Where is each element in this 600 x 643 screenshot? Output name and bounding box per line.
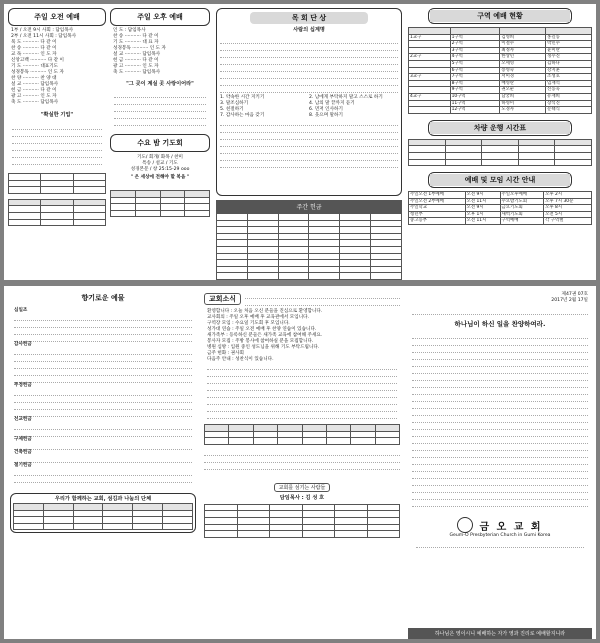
district-column [408,4,592,280]
church-name: 금 오 교 회 [479,521,543,533]
order-line: 찬 송 ··········· 다 같 이 [113,34,159,39]
meeting-table [408,191,592,225]
pastor-article-box [216,8,402,196]
district-table [408,27,592,114]
cover-date: 2017년 2월 17일 [551,298,588,303]
birthday-table [204,424,400,445]
staff-title: 교회를 섬기는 사람들 [274,483,331,492]
table-row: 9구역 권오순 신동욱 [409,87,592,94]
table-row: 8구역 배영란 임재석 [409,80,592,87]
table-row: 청년부 오후 1시 새벽기도회 오전 5시 [409,211,592,218]
offering-table [216,213,402,280]
order-line: 인 도 : 담임목사 [113,28,146,33]
list-item: 병원 심방 : 입원 중인 성도님을 위해 기도 부탁드립니다. [207,345,320,350]
list-item: 7. 감사하는 마음 갖기 [220,113,265,118]
volunteer-bar-text: 우리가 함께하는 교회, 섬김과 나눔의 단체 [54,496,152,502]
wednesday-line: 기도/ 회개/ 화목 / 찬미 [137,155,183,160]
table-row: 중고등부 오전 11시 구역예배 각 구역별 [409,218,592,225]
bulletin-outer-sheet [4,286,596,639]
order-line: 설 교 ··········· 담임목사 [113,52,161,57]
order-line: 교 독 ··········· 인 도 자 [11,52,57,57]
vehicle-title: 차량 운행 시간표 [430,122,570,134]
cover-issue: 제47권 07호 [561,292,588,297]
service-roster-table [8,199,106,226]
news-header [204,292,400,306]
list-item: 봉사자 모집 : 주방 봉사에 참여하실 분을 모집합니다. [207,339,314,344]
pastor-column [216,4,402,280]
bulletin-inner-sheet [4,4,596,280]
wednesday-roster-table [110,190,210,217]
cover-column [408,286,592,639]
sermon-title: "확실한 기업" [40,112,74,118]
order-line: 광 고 ··········· 인 도 자 [113,64,159,69]
volunteer-table [13,503,193,530]
list-item: 8. 웃으며 말하기 [309,113,343,118]
table-row: 4교구 10구역 남궁희 유재희 [409,93,592,100]
list-item: 4. 남의 말 끝까지 듣기 [309,101,355,106]
order-line: 2부 / 오전 11시 사회 : 담임목사 [11,34,77,39]
vehicle-header-box [428,120,572,136]
cover-heading-notes [412,308,588,315]
pastor-name: 담임목사 : 김 성 호 [279,494,325,501]
district-header-box [428,8,572,24]
morning-worship-column [8,4,106,280]
district-title: 구역 예배 현황 [430,10,570,22]
order-line: 축 도 ··········· 담임목사 [11,100,59,105]
table-row: 5구역 오세영 김하나 [409,60,592,67]
order-line: 1부 / 오전 9시 사회 : 담임목사 [11,28,74,33]
pastor-article-title: 목 회 단 상 [250,12,368,24]
wednesday-line: 성경본문 / 창 25:15-29 ooo [130,167,190,172]
order-line: 성경봉독 ··········· 인 도 자 [113,46,166,51]
wednesday-header-box [110,134,210,152]
offering-section-label: 감사헌금 [14,342,32,347]
afternoon-sermon-title: "그 곳이 계실 곳 사랑이어라" [126,81,194,87]
volunteer-box [10,493,196,533]
order-line: 기 도 ··········· 대표기도 [11,64,59,69]
afternoon-worship-title: 주일 오후 예배 [137,13,183,21]
order-line: 축 도 ··········· 담임목사 [113,70,161,75]
list-item: 금주 헌화 : 권사회 [207,351,244,356]
table-row: 3구역 최정자 윤미란 [409,47,592,54]
table-row: 3교구 7구역 서미경 조성호 [409,74,592,81]
offering-section-label: 절기헌금 [14,463,32,468]
pastor-article-body-2 [220,119,398,168]
wednesday-quote: " 은 세상에 전해야 할 복음 " [130,175,190,180]
news-header-notes [245,292,400,306]
list-item: 교사회의 : 주일 오후 예배 후 교육관에서 모입니다. [207,315,309,320]
staff-header [204,474,400,493]
list-item: 새가족부 : 등록하신 분들은 새가족 교육에 참여해 주세요. [207,333,323,338]
table-row: 1교구 1구역 김영희 홍길동 [409,34,592,41]
table-row: 2구역 이철수 박민수 [409,41,592,48]
wednesday-line: 특송 / 설교 / 기도 [142,161,178,166]
list-item: 구역장 모임 : 수요일 기도회 후 모입니다. [207,321,290,326]
pastor-article-body [220,37,398,93]
table-row: 12구역 노경자 문태식 [409,107,592,114]
list-item: 6. 먼저 인사하기 [309,107,343,112]
cover-footer: 하나님은 영이시니 예배하는 자가 영과 진리로 예배할지니라 [408,628,592,639]
staff-table [204,504,400,538]
morning-worship-order [8,26,106,108]
list-item: 환영합니다 : 오늘 처음 오신 분들을 진심으로 환영합니다. [207,309,323,314]
offering-section-label: 십일조 [14,308,28,313]
list-item: 성가대 연습 : 주일 오전 예배 후 찬양 연습이 있습니다. [207,327,317,332]
order-line: 묵 도 ··········· 다 같 이 [11,40,57,45]
order-line: 성경봉독 ··········· 인 도 자 [11,70,64,75]
pastor-article-heading: 사람의 십계명 [293,27,325,33]
offering-section-label: 주정헌금 [14,383,32,388]
order-line: 찬 송 ··········· 다 같 이 [11,46,57,51]
offering-section-label: 구제헌금 [14,437,32,442]
table-row: 2교구 4구역 한상민 정수진 [409,54,592,61]
vehicle-table [408,139,592,166]
table-row: 주일오전 2부예배 오전 11시 수요밤기도회 오후 7시 30분 [409,198,592,205]
church-news-column [204,286,400,639]
afternoon-worship-header-box [110,8,210,26]
list-item: 다음주 안내 : 성찬식이 있습니다. [207,357,274,362]
order-line: 설 교 ··········· 담임목사 [11,82,59,87]
afternoon-notes [110,91,210,126]
meeting-title: 예배 및 모임 시간 안내 [430,174,570,186]
morning-worship-header-box [8,8,106,26]
worship-notes [8,123,106,165]
table-row: 6구역 송영숙 강지훈 [409,67,592,74]
offering-section-label: 선교헌금 [14,417,32,422]
news-section-title: 교회소식 [204,293,241,305]
church-logo-icon [457,517,473,533]
list-item: 3. 말조심하기 [220,101,249,106]
offering-list [10,304,196,487]
order-line: 찬 양 ··········· 찬 양 대 [11,76,57,81]
offering-section-label: 건축헌금 [14,450,32,455]
order-line: 헌 금 ··········· 다 같 이 [113,58,159,63]
news-list [204,306,400,422]
table-row: 11구역 하영미 장석진 [409,100,592,107]
wednesday-title: 수요 밤 기도회 [137,139,183,147]
table-row: 주일학교 오전 9시 금요기도회 오후 8시 [409,205,592,212]
church-name-en: Geum-O Presbyterian Church in Gumi Korea [449,533,551,538]
order-line: 기 도 ··········· 대 표 자 [113,40,159,45]
wednesday-order [110,152,210,184]
list-item: 2. 남에게 부탁하지 말고 스스로 하기 [309,95,383,100]
order-line: 헌 금 ··········· 다 같 이 [11,88,57,93]
cover-body [412,332,588,507]
afternoon-worship-order [110,26,210,78]
offering-header: 주간 헌금 [216,200,402,213]
verse-notes [204,449,400,470]
fragrance-title: 향기로운 예물 [81,294,125,302]
meeting-header-box [428,172,572,188]
cover-title: 하나님이 하신 일을 찬양하여라. [454,320,546,328]
church-address [416,541,584,548]
list-item: 5. 친절하기 [220,107,244,112]
order-line: 광 고 ··········· 인 도 자 [11,94,57,99]
table-row: 주일오전 1부예배 오전 9시 주일오후예배 오후 2시 [409,192,592,199]
afternoon-worship-column [110,4,210,280]
offering-column [10,286,196,639]
morning-worship-title: 주일 오전 예배 [34,13,80,21]
order-line: 신앙고백 ··········· 다 같 이 [11,58,64,63]
pastor-article-list [220,95,398,119]
list-item: 1. 약속한 시간 지키기 [220,95,265,100]
duty-table [8,173,106,194]
church-logo-block [408,517,592,533]
